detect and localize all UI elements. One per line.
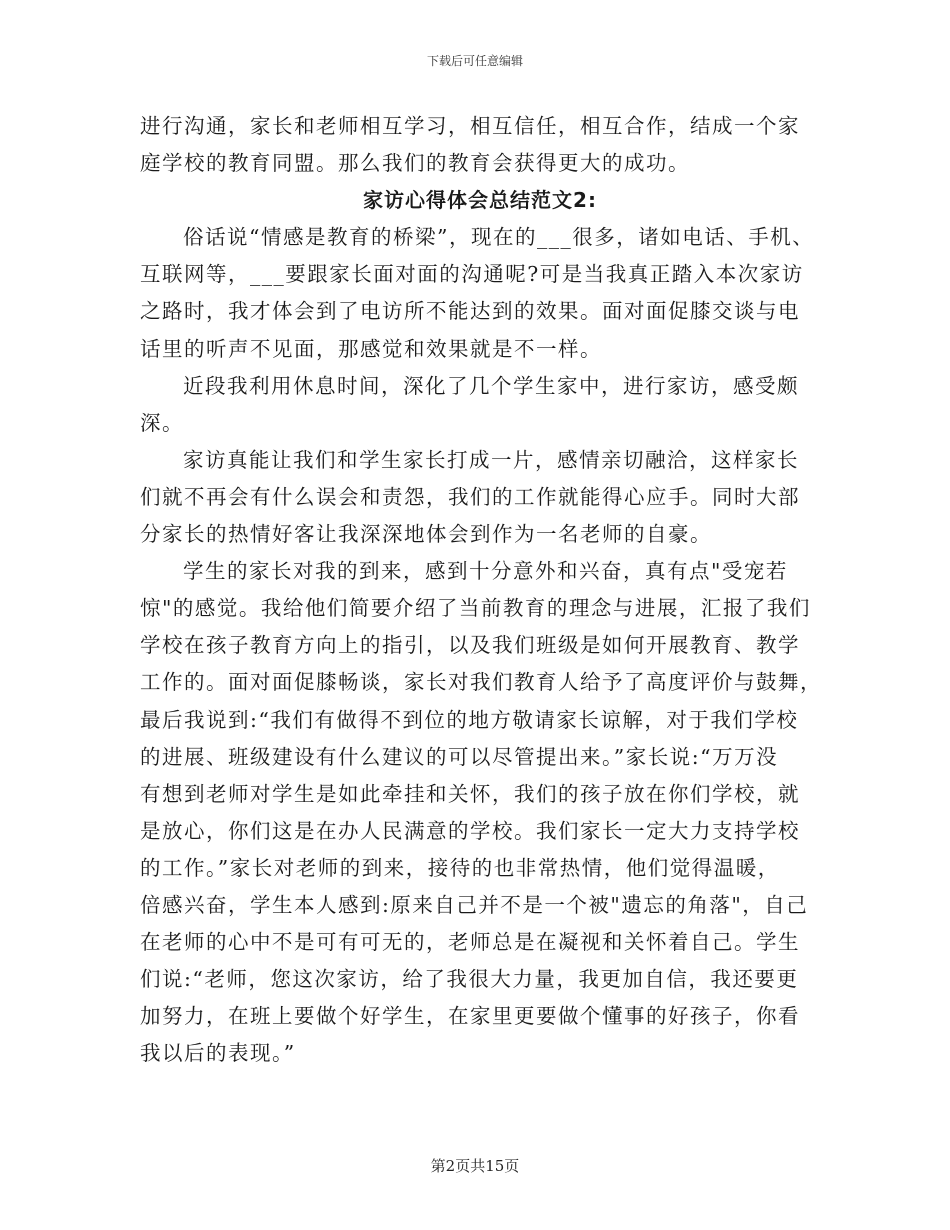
paragraph-line: 近段我利用休息时间，深化了几个学生家中，进行家访，感受颇 [183, 373, 799, 398]
paragraph-line: 在老师的心中不是可有可无的，老师总是在凝视和关怀着自己。学生 [140, 930, 800, 955]
section-heading: 家访心得体会总结范文2: [363, 188, 597, 213]
paragraph-line: 互联网等，___要跟家长面对面的沟通呢?可是当我真正踏入本次家访 [140, 262, 804, 287]
paragraph-line: 庭学校的教育同盟。那么我们的教育会获得更大的成功。 [140, 151, 690, 176]
paragraph-line: 之路时，我才体会到了电访所不能达到的效果。面对面促膝交谈与电 [140, 299, 800, 324]
paragraph-line: 学生的家长对我的到来，感到十分意外和兴奋，真有点"受宠若 [183, 559, 788, 584]
paragraph-line: 工作的。面对面促膝畅谈，家长对我们教育人给予了高度评价与鼓舞， [140, 670, 822, 695]
document-body [140, 108, 820, 1072]
paragraph-line: 我以后的表现。” [140, 1041, 296, 1066]
paragraph-line: 加努力，在班上要做个好学生，在家里更要做个懂事的好孩子，你看 [140, 1004, 800, 1029]
paragraph-line: 是放心，你们这是在办人民满意的学校。我们家长一定大力支持学校 [140, 818, 800, 843]
paragraph-line: 的进展、班级建设有什么建议的可以尽管提出来。”家长说:“万万没 [140, 744, 779, 769]
paragraph-line: 深。 [140, 410, 184, 435]
page-number: 第2页共15页 [430, 1157, 520, 1175]
paragraph-line: 俗话说“情感是教育的桥梁”，现在的___很多，诸如电话、手机、 [183, 225, 815, 250]
paragraph-line: 家访真能让我们和学生家长打成一片，感情亲切融洽，这样家长 [183, 447, 799, 472]
paragraph-line: 话里的听声不见面，那感觉和效果就是不一样。 [140, 336, 602, 361]
paragraph-line: 进行沟通，家长和老师相互学习，相互信任，相互合作，结成一个家 [140, 114, 800, 138]
paragraph-line: 倍感兴奋，学生本人感到:原来自己并不是一个被"遗忘的角落"，自己 [140, 892, 809, 917]
paragraph-line: 学校在孩子教育方向上的指引，以及我们班级是如何开展教育、教学 [140, 633, 800, 658]
page-header-note: 下载后可任意编辑 [426, 54, 523, 68]
paragraph-line: 的工作。”家长对老师的到来，接待的也非常热情，他们觉得温暖， [140, 855, 780, 880]
paragraph-line: 们说:“老师，您这次家访，给了我很大力量，我更加自信，我还要更 [140, 967, 799, 992]
paragraph-line: 有想到老师对学生是如此牵挂和关怀，我们的孩子放在你们学校，就 [140, 781, 800, 806]
paragraph-line: 分家长的热情好客让我深深地体会到作为一名老师的自豪。 [140, 522, 712, 547]
paragraph-line: 们就不再会有什么误会和责怨，我们的工作就能得心应手。同时大部 [140, 484, 800, 509]
paragraph-line: 惊"的感觉。我给他们简要介绍了当前教育的理念与进展，汇报了我们 [140, 596, 811, 621]
paragraph-line: 最后我说到:“我们有做得不到位的地方敬请家长谅解，对于我们学校 [140, 707, 799, 732]
